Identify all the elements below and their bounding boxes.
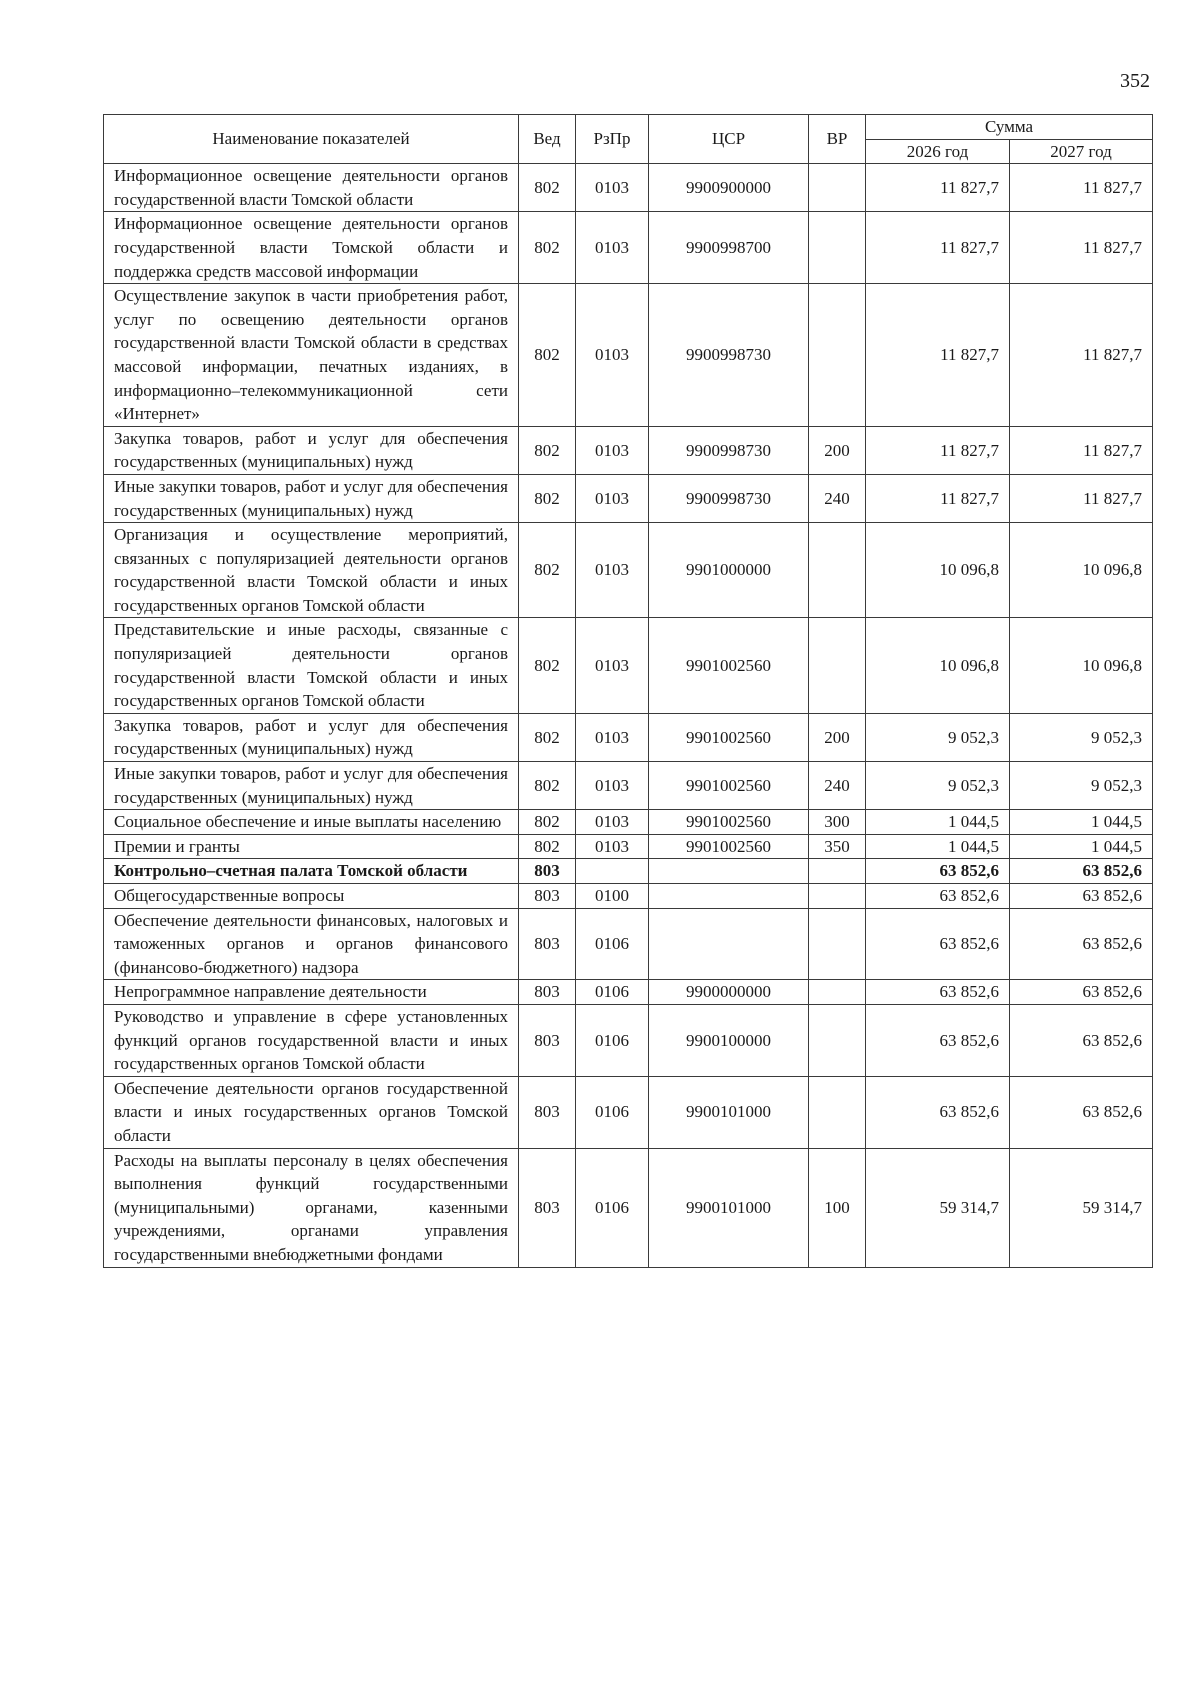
cell-vr: 100 <box>809 1148 866 1267</box>
cell-csr <box>649 884 809 909</box>
cell-csr: 9901002560 <box>649 762 809 810</box>
header-csr: ЦСР <box>649 115 809 164</box>
table-row <box>104 618 1153 713</box>
cell-csr <box>649 859 809 884</box>
cell-rzpr: 0103 <box>576 834 649 859</box>
table-row <box>104 908 1153 980</box>
cell-ved: 802 <box>519 713 576 761</box>
cell-name: Обеспечение деятельности финансовых, налоговых и таможенных органов и органов финансового (финансово-бюджетного) надзора <box>104 908 519 980</box>
cell-name: Непрограммное направление деятельности <box>104 980 519 1005</box>
cell-2026: 63 852,6 <box>866 1004 1010 1076</box>
cell-name: Представительские и иные расходы, связанные с популяризацией деятельности органов государственной власти Томской области и иных государственных органов Томской области <box>104 618 519 713</box>
cell-ved: 803 <box>519 908 576 980</box>
cell-vr <box>809 212 866 284</box>
cell-name: Закупка товаров, работ и услуг для обеспечения государственных (муниципальных) нужд <box>104 426 519 474</box>
header-rzpr: РзПр <box>576 115 649 164</box>
cell-csr <box>649 908 809 980</box>
cell-2027: 9 052,3 <box>1010 713 1153 761</box>
cell-2026: 11 827,7 <box>866 164 1010 212</box>
cell-2026: 63 852,6 <box>866 1076 1010 1148</box>
cell-csr: 9901002560 <box>649 834 809 859</box>
table-row <box>104 426 1153 474</box>
cell-rzpr: 0106 <box>576 980 649 1005</box>
table-row <box>104 884 1153 909</box>
cell-ved: 803 <box>519 1004 576 1076</box>
cell-ved: 803 <box>519 1076 576 1148</box>
header-sum: Сумма <box>866 115 1153 140</box>
table-row <box>104 980 1153 1005</box>
cell-2026: 10 096,8 <box>866 618 1010 713</box>
cell-ved: 802 <box>519 618 576 713</box>
table-row <box>104 474 1153 522</box>
table-row <box>104 1148 1153 1267</box>
cell-vr <box>809 1004 866 1076</box>
table-row <box>104 810 1153 835</box>
cell-2026: 63 852,6 <box>866 884 1010 909</box>
cell-rzpr: 0106 <box>576 1148 649 1267</box>
header-ved: Вед <box>519 115 576 164</box>
cell-ved: 803 <box>519 1148 576 1267</box>
cell-ved: 802 <box>519 834 576 859</box>
cell-2026: 1 044,5 <box>866 834 1010 859</box>
cell-vr <box>809 884 866 909</box>
cell-rzpr: 0103 <box>576 212 649 284</box>
cell-vr: 200 <box>809 713 866 761</box>
cell-vr: 350 <box>809 834 866 859</box>
cell-2027: 1 044,5 <box>1010 810 1153 835</box>
cell-rzpr: 0103 <box>576 164 649 212</box>
cell-name: Контрольно–счетная палата Томской области <box>104 859 519 884</box>
cell-csr: 9900998700 <box>649 212 809 284</box>
cell-csr: 9900998730 <box>649 284 809 427</box>
cell-rzpr: 0103 <box>576 426 649 474</box>
cell-2026: 11 827,7 <box>866 474 1010 522</box>
cell-ved: 803 <box>519 980 576 1005</box>
table-row <box>104 713 1153 761</box>
cell-rzpr: 0103 <box>576 618 649 713</box>
cell-name: Премии и гранты <box>104 834 519 859</box>
cell-csr: 9901002560 <box>649 713 809 761</box>
cell-csr: 9900998730 <box>649 426 809 474</box>
header-name: Наименование показателей <box>104 115 519 164</box>
cell-ved: 803 <box>519 859 576 884</box>
cell-ved: 802 <box>519 810 576 835</box>
table-row <box>104 164 1153 212</box>
cell-vr: 240 <box>809 762 866 810</box>
cell-name: Руководство и управление в сфере установленных функций органов государственной власти и иных государственных органов Томской области <box>104 1004 519 1076</box>
cell-2026: 63 852,6 <box>866 859 1010 884</box>
cell-csr: 9900101000 <box>649 1148 809 1267</box>
cell-rzpr <box>576 859 649 884</box>
cell-name: Общегосударственные вопросы <box>104 884 519 909</box>
cell-rzpr: 0103 <box>576 713 649 761</box>
cell-2026: 9 052,3 <box>866 762 1010 810</box>
cell-2027: 11 827,7 <box>1010 284 1153 427</box>
cell-2027: 11 827,7 <box>1010 474 1153 522</box>
cell-name: Иные закупки товаров, работ и услуг для обеспечения государственных (муниципальных) нужд <box>104 474 519 522</box>
cell-name: Расходы на выплаты персоналу в целях обеспечения выполнения функций государственными (муниципальными) органами, казенными учреждениями, органами управления государственными внебюджетными фондами <box>104 1148 519 1267</box>
table-row <box>104 762 1153 810</box>
cell-csr: 9900100000 <box>649 1004 809 1076</box>
budget-table <box>103 114 1153 1268</box>
cell-2026: 11 827,7 <box>866 284 1010 427</box>
cell-vr <box>809 618 866 713</box>
cell-csr: 9901002560 <box>649 618 809 713</box>
cell-ved: 802 <box>519 426 576 474</box>
cell-rzpr: 0106 <box>576 1004 649 1076</box>
cell-2027: 63 852,6 <box>1010 980 1153 1005</box>
cell-2027: 63 852,6 <box>1010 859 1153 884</box>
cell-2027: 59 314,7 <box>1010 1148 1153 1267</box>
table-row <box>104 859 1153 884</box>
cell-csr: 9900998730 <box>649 474 809 522</box>
cell-name: Закупка товаров, работ и услуг для обеспечения государственных (муниципальных) нужд <box>104 713 519 761</box>
header-2027: 2027 год <box>1010 139 1153 164</box>
cell-2026: 1 044,5 <box>866 810 1010 835</box>
cell-name: Информационное освещение деятельности органов государственной власти Томской области <box>104 164 519 212</box>
cell-rzpr: 0103 <box>576 523 649 618</box>
cell-name: Информационное освещение деятельности органов государственной власти Томской области и поддержка средств массовой информации <box>104 212 519 284</box>
cell-2027: 63 852,6 <box>1010 908 1153 980</box>
cell-vr: 240 <box>809 474 866 522</box>
cell-name: Иные закупки товаров, работ и услуг для обеспечения государственных (муниципальных) нужд <box>104 762 519 810</box>
cell-2026: 11 827,7 <box>866 212 1010 284</box>
cell-2026: 63 852,6 <box>866 908 1010 980</box>
table-row <box>104 1004 1153 1076</box>
cell-2026: 11 827,7 <box>866 426 1010 474</box>
cell-name: Осуществление закупок в части приобретения работ, услуг по освещению деятельности органов государственной власти Томской области в средствах массовой информации, печатных изданиях, в информационно–телекоммуникационной сети «Интернет» <box>104 284 519 427</box>
cell-rzpr: 0103 <box>576 810 649 835</box>
cell-rzpr: 0103 <box>576 284 649 427</box>
cell-name: Организация и осуществление мероприятий, связанных с популяризацией деятельности органов государственной власти Томской области и иных государственных органов Томской области <box>104 523 519 618</box>
cell-2027: 1 044,5 <box>1010 834 1153 859</box>
cell-ved: 803 <box>519 884 576 909</box>
cell-csr: 9901002560 <box>649 810 809 835</box>
cell-2027: 63 852,6 <box>1010 1004 1153 1076</box>
cell-rzpr: 0103 <box>576 762 649 810</box>
cell-rzpr: 0103 <box>576 474 649 522</box>
table-row <box>104 284 1153 427</box>
cell-ved: 802 <box>519 284 576 427</box>
cell-2026: 63 852,6 <box>866 980 1010 1005</box>
cell-csr: 9901000000 <box>649 523 809 618</box>
cell-vr <box>809 980 866 1005</box>
table-row <box>104 834 1153 859</box>
cell-name: Социальное обеспечение и иные выплаты населению <box>104 810 519 835</box>
cell-csr: 9900101000 <box>649 1076 809 1148</box>
cell-rzpr: 0106 <box>576 1076 649 1148</box>
cell-2027: 11 827,7 <box>1010 164 1153 212</box>
cell-2027: 11 827,7 <box>1010 212 1153 284</box>
cell-vr <box>809 859 866 884</box>
cell-ved: 802 <box>519 164 576 212</box>
cell-2026: 9 052,3 <box>866 713 1010 761</box>
cell-2026: 59 314,7 <box>866 1148 1010 1267</box>
cell-2027: 63 852,6 <box>1010 884 1153 909</box>
cell-ved: 802 <box>519 762 576 810</box>
cell-ved: 802 <box>519 523 576 618</box>
cell-vr <box>809 164 866 212</box>
table-row <box>104 523 1153 618</box>
cell-2027: 63 852,6 <box>1010 1076 1153 1148</box>
cell-vr <box>809 284 866 427</box>
cell-2027: 10 096,8 <box>1010 523 1153 618</box>
cell-name: Обеспечение деятельности органов государственной власти и иных государственных органов Томской области <box>104 1076 519 1148</box>
cell-2027: 9 052,3 <box>1010 762 1153 810</box>
cell-vr: 200 <box>809 426 866 474</box>
cell-2027: 11 827,7 <box>1010 426 1153 474</box>
table-body <box>104 164 1153 1267</box>
cell-2026: 10 096,8 <box>866 523 1010 618</box>
table-row <box>104 1076 1153 1148</box>
cell-vr: 300 <box>809 810 866 835</box>
page-number: 352 <box>1120 70 1150 92</box>
header-vr: ВР <box>809 115 866 164</box>
cell-rzpr: 0106 <box>576 908 649 980</box>
header-2026: 2026 год <box>866 139 1010 164</box>
cell-csr: 9900900000 <box>649 164 809 212</box>
cell-2027: 10 096,8 <box>1010 618 1153 713</box>
cell-ved: 802 <box>519 212 576 284</box>
cell-vr <box>809 908 866 980</box>
cell-vr <box>809 523 866 618</box>
table-row <box>104 212 1153 284</box>
cell-rzpr: 0100 <box>576 884 649 909</box>
cell-ved: 802 <box>519 474 576 522</box>
cell-csr: 9900000000 <box>649 980 809 1005</box>
cell-vr <box>809 1076 866 1148</box>
